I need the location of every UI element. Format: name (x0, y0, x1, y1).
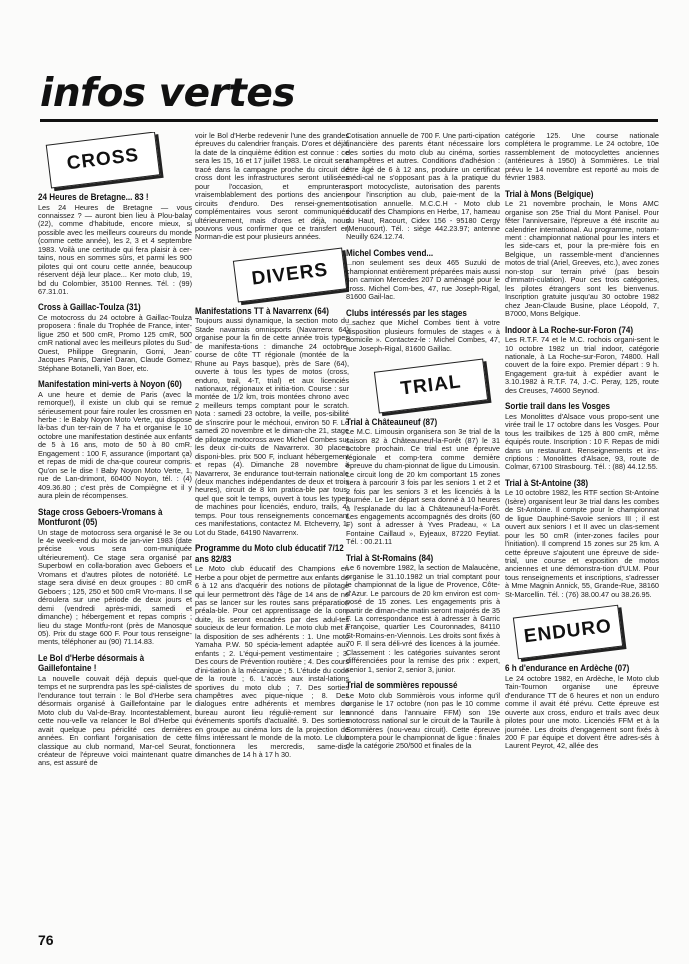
article (346, 553, 500, 674)
article-body: Le 21 novembre prochain, le Mons AMC organise son 25e Trial du Mont Panisel. Pour fêter l'anniversaire, l'épreuve a été inscrite au calendrier international. Au programme, notam-ment : championnat national pour les inters et les side-cars et, pour la pre-mière fois en Belgique, un rassemble-ment d'anciennes motos de trial (Ariel, Greeves, etc.), avec zones non-stop sur terrain privé (pas besoin d'immatri-culation). Pour ces trois catégories, les pilotes étrangers sont les bienvenus. Inscription gratuite jusqu'au 30 octobre 1982 chez Jean-Claude Busine, place Léopold, 7, B7000, Mons Belgique. (505, 199, 659, 319)
article-headline: Indoor à La Roche-sur-Foron (74) (505, 324, 634, 335)
article (195, 543, 349, 759)
stamp-label: TRIAL (399, 371, 463, 400)
stamp-label: ENDURO (522, 615, 614, 648)
page-number: 76 (38, 932, 54, 948)
article-headline: Trial à St-Romains (84) (346, 552, 434, 563)
column-3 (346, 132, 500, 922)
title-rule (40, 119, 658, 122)
article-headline: Sortie trail dans les Vosges (505, 401, 610, 412)
article-headline: Trial à Châteauneuf (87) (346, 416, 438, 427)
page-title: infos vertes (40, 71, 296, 116)
article (505, 132, 659, 183)
article-body: Les Monolittes d'Alsace vous propo-sent une virée trail le 17 octobre dans les Vosges. Pour tous les trailbikes de 125 à 800 cmR, même équipés route. Inscription : 10 F. Repas de midi dans un restaurant. Renseignements et ins-criptions : Monolittes d'Alsace, 93, route de Colmar, 67100 Strasbourg. Tél. : (88) 44.12.55. (505, 411, 659, 472)
article-body: Le Moto club Sommièrois vous informe qu'il organise le 17 octobre (non pas le 10 comme annoncé dans l'annuaire FFM) son 19e motocross national sur le circuit de la Taurille à Sommières (nou-veau circuit). Cette épreuve comptera pour le championnat de ligue : finales de la catégorie 250/500 et finales de la (346, 690, 500, 751)
article (505, 478, 659, 599)
article (505, 401, 659, 472)
article-body: ...sachez que Michel Combes tient à votre disposition plusieurs formules de stages « à domicile ». Contactez-le : Michel Combes, 47, rue Joseph-Rigal, 81600 Gaillac. (346, 318, 500, 353)
article-body: Le 10 octobre 1982, les RTF section St-Antoine (Isère) organisent leur 3e trial dans les combes de St-Antoine. Il compte pour le championnat de ligue Dauphiné-Savoie seniors III ; il est ouvert aux seniors I et II avec un clas-sement pour les 50 cmR (inter-zones faciles pour l'initiation). Il comprend 15 zones sur 25 km. A cette épreuve s'ajoutent une épreuve de side-trial, une course et exposition de motos anciennes et une démonstra-tion d'ULM. Pour tous renseignements et inscriptions, s'adresser à Mme Magnin Annick, 55, Grande-Rue, 38160 St-Marcellin. Tél. : (76) 38.00.47 ou 38.26.95. (505, 488, 659, 599)
article-headline: Michel Combes vend... (346, 247, 434, 258)
article (505, 663, 659, 751)
article (38, 507, 192, 647)
article-body: Le Moto club éducatif des Champions en Herbe a pour objet de permettre aux enfants de 6 à 12 ans d'acquérir des notions de pilotage qui leur permettront dès l'âge de 14 ans de ne pas se lancer sur les routes sans préparation préala-ble. Pour cet apprentissage de la con-duite, ils seront encadrés par des adul-tes soucieux de leur formation. Le moto club met à la disposition de ses adhérents : 1. Une moto Yamaha P.W. 50 spécia-lement adaptée aux enfants ; 2. L'équi-pement vestimentaire ; 3. Des cours de Prévention routière ; 4. Des cours d'ini-tiation à la mécanique ; 5. L'étude du code de la route ; 6. L'accès aux instal-lations sportives du moto club ; 7. Des sorties champêtres avec pique-nique ; 8. Des dialogues entre adhérents et membres du bureau auront lieu réguliè-rement sur les événements sportifs d'actualité. 9. Des sorties en groupe au cinéma lors de la projection de films intéressant le monde de la moto. Le club fonctionnera les mercredis, same-dis, dimanches de 14 h à 17 h 30. (195, 564, 349, 760)
article-body: Les 24 Heures de Bretagne — vous connaissez ? — auront bien lieu à Plou-balay (22), comme d'habitude, encore mieux, si possible avec les meilleurs coureurs du monde (comme cette année), les 2, 3 et 4 septembre 1983. Voilà une certitude qui fera plaisir à cer-tains, nous en sommes sûrs, et parmi les 900 pilotes qui ont couru cette année, beaucoup réservent déjà leur place... Ker moto club, 19, bd du Colombier, 35100 Rennes. Tél. : (99) 67.31.01. (38, 202, 192, 297)
article-headline: Stage cross Geboers-Vromans à Montfuront (05) (38, 506, 163, 528)
article-headline: Manifestations TT à Navarrenx (64) (195, 305, 329, 316)
article-body: Cotisation annuelle de 700 F. Une parti-cipation financière des parents étant nécessaire lors des sorties du moto club au cinéma, sorties champêtres et autres. Conditions d'adhésion : être âgé de 6 à 12 ans, produire un certificat médi-cal ne s'opposant pas à la pratique du sport motocycliste, autorisation des parents pour l'inscription au club, paie-ment de la cotisation annuelle. M.C.C.H - Moto club éducatif des Champions en Herbe, 17, hameau du Haut, Racourt, Cidex 156 - 95180 Cergy (Menucourt). Tél. : siège 442.23.97; antenne Neuilly 624.12.74. (346, 132, 500, 242)
article-body: ...non seulement ses deux 465 Suzuki de championnat entièrement préparées mais aussi son camion Mercedes 207 D aménagé pour le cross. Michel Com-bes, 47, rue Joseph-Rigal, 81600 Gail-lac. (346, 258, 500, 302)
column-4 (505, 132, 659, 922)
article-body: catégorie 125. Une course nationale complétera le programme. Le 24 octobre, 10e rassemblement de motocyclettes anciennes (antérieures à 1950) à Sommières. Le trial prévu le 14 novembre est reporté au mois de février 1983. (505, 132, 659, 183)
article-headline: Trial à Mons (Belgique) (505, 188, 594, 199)
article (38, 379, 192, 500)
article (38, 192, 192, 296)
article-headline: Manifestation mini-verts à Noyon (60) (38, 379, 182, 390)
stamp-label: CROSS (65, 144, 141, 175)
article-headline: 6 h d'endurance en Ardèche (07) (505, 663, 630, 674)
article (505, 189, 659, 319)
article-body: Les R.T.F. 74 et le M.C. rochois organi-sent le 10 octobre 1982 un trial indoor, catégorie nationale, à La Roche-sur-Foron, 74800. Hall couvert de la foire expo. Premier départ : 9 h. Engagement gra-tuit à expédier avant le 3.10.1982 à R.T.F. 74, J.-C. Peray, 125, route des Creuses, 74600 Seynod. (505, 335, 659, 395)
stamp-label: DIVERS (250, 259, 330, 290)
article-body: Le 24 octobre 1982, en Ardèche, le Moto club Tain-Tournon organise une épreuve d'endurance TT de 6 heures et non un enduro comme il avait été prévu. Cette épreuve est ouverte aux cross, enduro et trails avec deux pilotes pour une moto. Licenciés FFM et à la journée. Les droits d'engagement sont fixés à 200 F par équipe et doivent être adres-sés à Laurent Peyrot, 42, allée des (505, 673, 659, 751)
article-headline: Trial de sommières repoussé (346, 680, 458, 691)
article (195, 306, 349, 537)
article-headline: Trial à St-Antoine (38) (505, 477, 589, 488)
article (346, 308, 500, 353)
article-headline: 24 Heures de Bretagne... 83 ! (38, 192, 149, 202)
article-headline: Cross à Gaillac-Toulza (31) (38, 302, 141, 313)
trial-section-stamp (346, 359, 500, 407)
article (346, 680, 500, 751)
article (38, 653, 192, 768)
stamp-box (513, 605, 623, 660)
article (195, 132, 349, 242)
article (346, 248, 500, 302)
stamp-box (46, 132, 161, 189)
article (38, 302, 192, 373)
column-1 (38, 132, 192, 922)
enduro-section-stamp (505, 605, 659, 653)
article-body: La nouvelle couvait déjà depuis quel-que temps et ne surprendra pas les spé-cialistes de l'endurance tout terrain : le Bol d'Herbe sera désormais organisé à Gaillefontaine par le Moto club du Val-de-Bray. Incontestablement, cette nou-velle va relancer le Bol d'Herbe qui avait quelque peu périclité ces dernières années. En confiant l'organisation de cette classique au club normand, Mar-cel Seurat, créateur de l'épreuve voici maintenant quatre ans, est assuré de (38, 673, 192, 768)
article-body: Un stage de motocross sera organisé le 3e ou le 4e week-end du mois de jan-vier 1983 (date précise vous sera com-muniquée ultérieurement). Ce stage sera organisé par Superbowl en colla-boration avec Geboers et Vromans et d'autres pilotes de notoriété. Le stage sera divisé en deux groupes : 80 cmR Geboers ; 125, 250 et 500 cmR Vro-mans. Il se déroulera sur une période de deux jours et demi (vendredi après-midi, samedi et dimanche) ; hébergement et repas compris ; lieu du stage Montfu-ront (près de Manosque 05). Prix du stage 600 F. Pour tous renseigne-ments, téléphoner au (90) 71.14.83. (38, 527, 192, 647)
article-headline: Le Bol d'Herbe désormais à Gaillefontaine ! (38, 652, 145, 674)
article-body: A une heure et demie de Paris (avec la remorque!), il existe un club qui se remue sérieusement pour faire rouler les crossmen en herbe : le Baby Noyon Moto Verte, qui dispose là-bas d'un ter-rain de 7 ha et organise le 10 octobre une manifestation destinée aux enfants de 5 à 16 ans, moto de 50 à 80 cmR. Engagement : 100 F, assurance (important ça) et repas de midi de cha-que coureur compris. Qu'on se le dise ! Baby Noyon Moto Verte, 1, rue de Lan-drimont, 60400 Noyon, tél. : (4) 409.36.80 ; c'est près de Compiègne et il y aura plein de récompenses. (38, 389, 192, 501)
article-body: voir le Bol d'Herbe redevenir l'une des grandes épreuves du calendrier français. D'ores et déjà, la date de la cinquième édition est connue : ce sera les 15, 16 et 17 juillet 1983. Le circuit sera tracé dans la campagne proche du circuit de cross dont les infrastructures seront utilisées pour l'occasion, et emprunteras vraisemblablement des portions des anciens circuits d'enduro. Des rensei-gnements complémentaires vous seront communiqués ultérieurement, mais d'ores et déjà, nous pouvons vous confirmer que ce transfert en Norman-die est pour plusieurs années. (195, 132, 349, 242)
article (346, 417, 500, 547)
cross-section-stamp (38, 132, 192, 182)
stamp-box (374, 358, 488, 413)
column-2 (195, 132, 349, 922)
article-body: Toujours aussi dynamique, la section moto du Stade navarrais omnisports (Navarrenx 64) organise pour la fin de cette année trois types de manifesta-tions : dimanche 24 octobre, course de côte TT régionale (montée de la Rhune au Pays basque), près de Sare (64), ouverte à tous les types de motos (cross, enduro, trail, 4-T, trial) et aux licenciés nationaux, régionaux et initia-tion. Course : sur montée de 1/2 km, trois montées chrono avec 2 meilleurs temps comptant pour le scratch. Nota : samedi 23 octobre, la veille, pos-sibilité de s'inscrire pour le méchoui, environ 50 F. Le samedi 20 novembre et le diman-che 21, stage de pilotage motocross avec Michel Combes sur les deux cir-cuits de Navarrenx. 30 places disponi-bles. prix 500 F, incluant hébergement et repas (4). Dimanche 28 novembre à Navarrenx, 3e endurance tout-terrain nationale (deux manches indépendantes de deux et trois heures), circuit de 8 km pratica-ble par tous, quel que soit le temps, ouvert à tous les types de machines pour licenciés, enduro, trails, 4-temps. Pour tous renseignements concernant ces manifestations, contactez M. Etcheverry, 1, Lot du Stade, 64190 Navarrenx. (195, 316, 349, 537)
article-headline: Clubs intéressés par les stages (346, 307, 467, 318)
article-body: Le M.C. Limousin organisera son 3e trial de la saison 82 à Châteauneuf-la-Forêt (87) le 31 octobre prochain. Ce trial est une épreuve régionale et comp-tera comme dernière épreuve du cham-pionnat de ligue du Limousin. Le circuit long de 20 km comportant 15 zones sera à parcourir 3 fois par les seniors 1 et 2 et 2 fois par les seniors 3 et les licenciés à la journée. Le 1er départ sera donné à 10 heures à l'esplanade du lac à Châteauneuf-la-Forêt. Les engagements accompagnés des droits (60 F) sont à adresser à Yves Pradeau, « La Fontaine Caillaud », Eyjeaux, 87220 Feytiat. Tél. : 00.21.11 (346, 427, 500, 547)
article (346, 132, 500, 242)
article (505, 325, 659, 396)
article-body: Le 6 novembre 1982, la section de Malaucène, organise le 31.10.1982 un trial comptant pour le championnat de la ligue de Provence, Côte-d'Azur. Le parcours de 20 km environ est com-posé de 15 zones. Les engagements pris à partir de diman-che matin seront majorés de 35 F. La correspondance est à adresser à Garric Françoise, quartier Les Couronnades, 84110 St-Romains-en-Viennois. Les droits sont fixés à 70 F. Il sera déli-vré des licences à la journée. Classement : les catégories suivantes seront différenciées pour la remise des prix : expert, senior 1, senior 2, senior 3, junior. (346, 563, 500, 674)
divers-section-stamp (195, 248, 349, 296)
stamp-box (233, 247, 347, 302)
article-headline: Programme du Moto club éducatif 7/12 ans 82/83 (195, 543, 344, 564)
article-body: Ce motocross du 24 octobre à Gaillac-Toulza proposera : finale du Trophée de France, inter-ligue 250 et 500 cmR, Promo 125 cmR, 500 cmR national avec les meilleurs pilotes du Sud-Ouest, Philippe Gregnanin, Gorni, Jean-Jacques Panis, Daniel Daran, Claude Gomez, Stéphane Botanelli, Yan Boer, etc. (38, 312, 192, 373)
